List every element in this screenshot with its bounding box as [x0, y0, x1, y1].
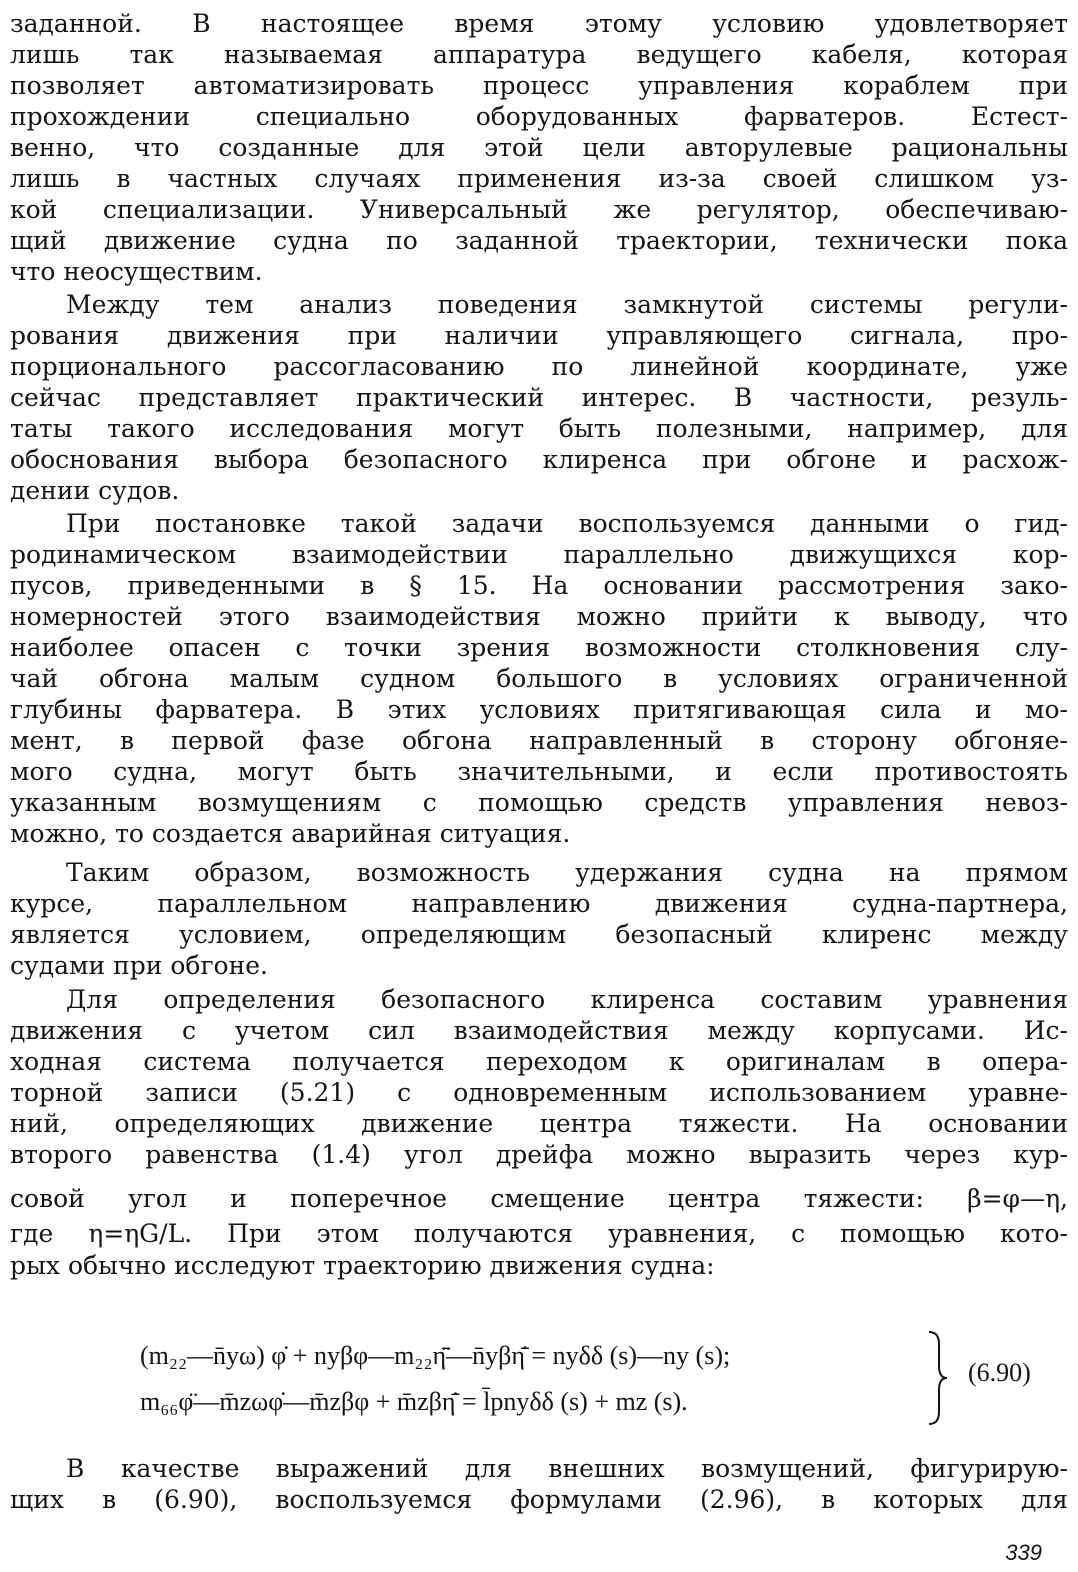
text-line: При постановке такой задачи воспользуемся данными о гид- [66, 509, 1068, 538]
text-line: что неосуществим. [10, 257, 263, 286]
text-line: порционального рассогласованию по линейной координате, уже [10, 352, 1068, 381]
text-line: дении судов. [10, 476, 180, 505]
text-line: обоснования выбора безопасного клиренса при обгоне и расхож- [10, 445, 1068, 474]
text-line: заданной. В настоящее время этому условию удовлетворяет [10, 9, 1068, 38]
text-line: родинамическом взаимодействии параллельно движущихся кор- [10, 540, 1068, 569]
text-line: Между тем анализ поведения замкнутой системы регули- [66, 290, 1068, 319]
text-line: кой специализации. Универсальный же регулятор, обеспечиваю- [10, 195, 1068, 224]
text-line: пусов, приведенными в § 15. На основании рассмотрения зако- [10, 571, 1068, 600]
text-line: рых обычно исследуют траекторию движения судна: [10, 1251, 715, 1280]
equation-number: (6.90) [968, 1358, 1031, 1387]
text-line: венно, что созданные для этой цели авторулевые рациональны [10, 133, 1068, 162]
text-line: щих в (6.90), воспользуемся формулами (2.96), в которых для [10, 1485, 1068, 1514]
right-brace [925, 1328, 949, 1428]
text-line: чай обгона малым судном большого в условиях ограниченной [10, 664, 1068, 693]
text-line: Для определения безопасного клиренса составим уравнения [66, 985, 1068, 1014]
text-line: лишь так называемая аппаратура ведущего кабеля, которая [10, 40, 1068, 69]
page-number: 339 [1005, 1540, 1042, 1565]
text-line: глубины фарватера. В этих условиях притягивающая сила и мо- [10, 695, 1068, 724]
text-line: торной записи (5.21) с одновременным использованием уравне- [10, 1078, 1068, 1107]
text-line: является условием, определяющим безопасный клиренс между [10, 920, 1068, 949]
text-line: можно, то создается аварийная ситуация. [10, 819, 571, 848]
equation-block [140, 1328, 1060, 1428]
text-line: прохождении специально оборудованных фарватеров. Естест- [10, 102, 1068, 131]
text-line: курсе, параллельном направлению движения судна-партнера, [10, 889, 1068, 918]
text-line: движения с учетом сил взаимодействия между корпусами. Ис- [10, 1016, 1068, 1045]
text-line: совой угол и поперечное смещение центра тяжести: β=φ—η, [10, 1184, 1068, 1213]
text-line: Таким образом, возможность удержания судна на прямом [66, 858, 1068, 887]
text-line: лишь в частных случаях применения из-за своей слишком уз- [10, 164, 1068, 193]
text-line: ходная система получается переходом к оригиналам в опера- [10, 1047, 1068, 1076]
text-line: щий движение судна по заданной траектории, технически пока [10, 226, 1068, 255]
text-line: где η=ηG/L. При этом получаются уравнения, с помощью кото- [10, 1219, 1068, 1248]
text-line: судами при обгоне. [10, 951, 268, 980]
equation-line-1: (m₂₂—n̄yω) φ̇ + nyβφ—m₂₂η̈̄—n̄yβη̇̄ = nyδδ (s)—ny (s); [140, 1341, 731, 1370]
text-line: В качестве выражений для внешних возмущений, фигурирую- [66, 1454, 1068, 1483]
text-line: позволяет автоматизировать процесс управления кораблем при [10, 71, 1068, 100]
text-line: таты такого исследования могут быть полезными, например, для [10, 414, 1068, 443]
text-line: мент, в первой фазе обгона направленный в сторону обгоняе- [10, 726, 1068, 755]
text-line: мого судна, могут быть значительными, и если противостоять [10, 757, 1068, 786]
text-line: второго равенства (1.4) угол дрейфа можно выразить через кур- [10, 1140, 1068, 1169]
equation-line-2: m₆₆φ̈—m̄zωφ̇—m̄zβφ + m̄zβη̇̄ = l̄pnyδδ (s) + mz (s). [140, 1387, 688, 1416]
text-line: рования движения при наличии управляющего сигнала, про- [10, 321, 1068, 350]
text-line: ний, определяющих движение центра тяжести. На основании [10, 1109, 1068, 1138]
text-line: номерностей этого взаимодействия можно прийти к выводу, что [10, 602, 1068, 631]
text-line: наиболее опасен с точки зрения возможности столкновения слу- [10, 633, 1068, 662]
text-line: сейчас представляет практический интерес. В частности, резуль- [10, 383, 1068, 412]
text-line: указанным возмущениям с помощью средств управления невоз- [10, 788, 1068, 817]
